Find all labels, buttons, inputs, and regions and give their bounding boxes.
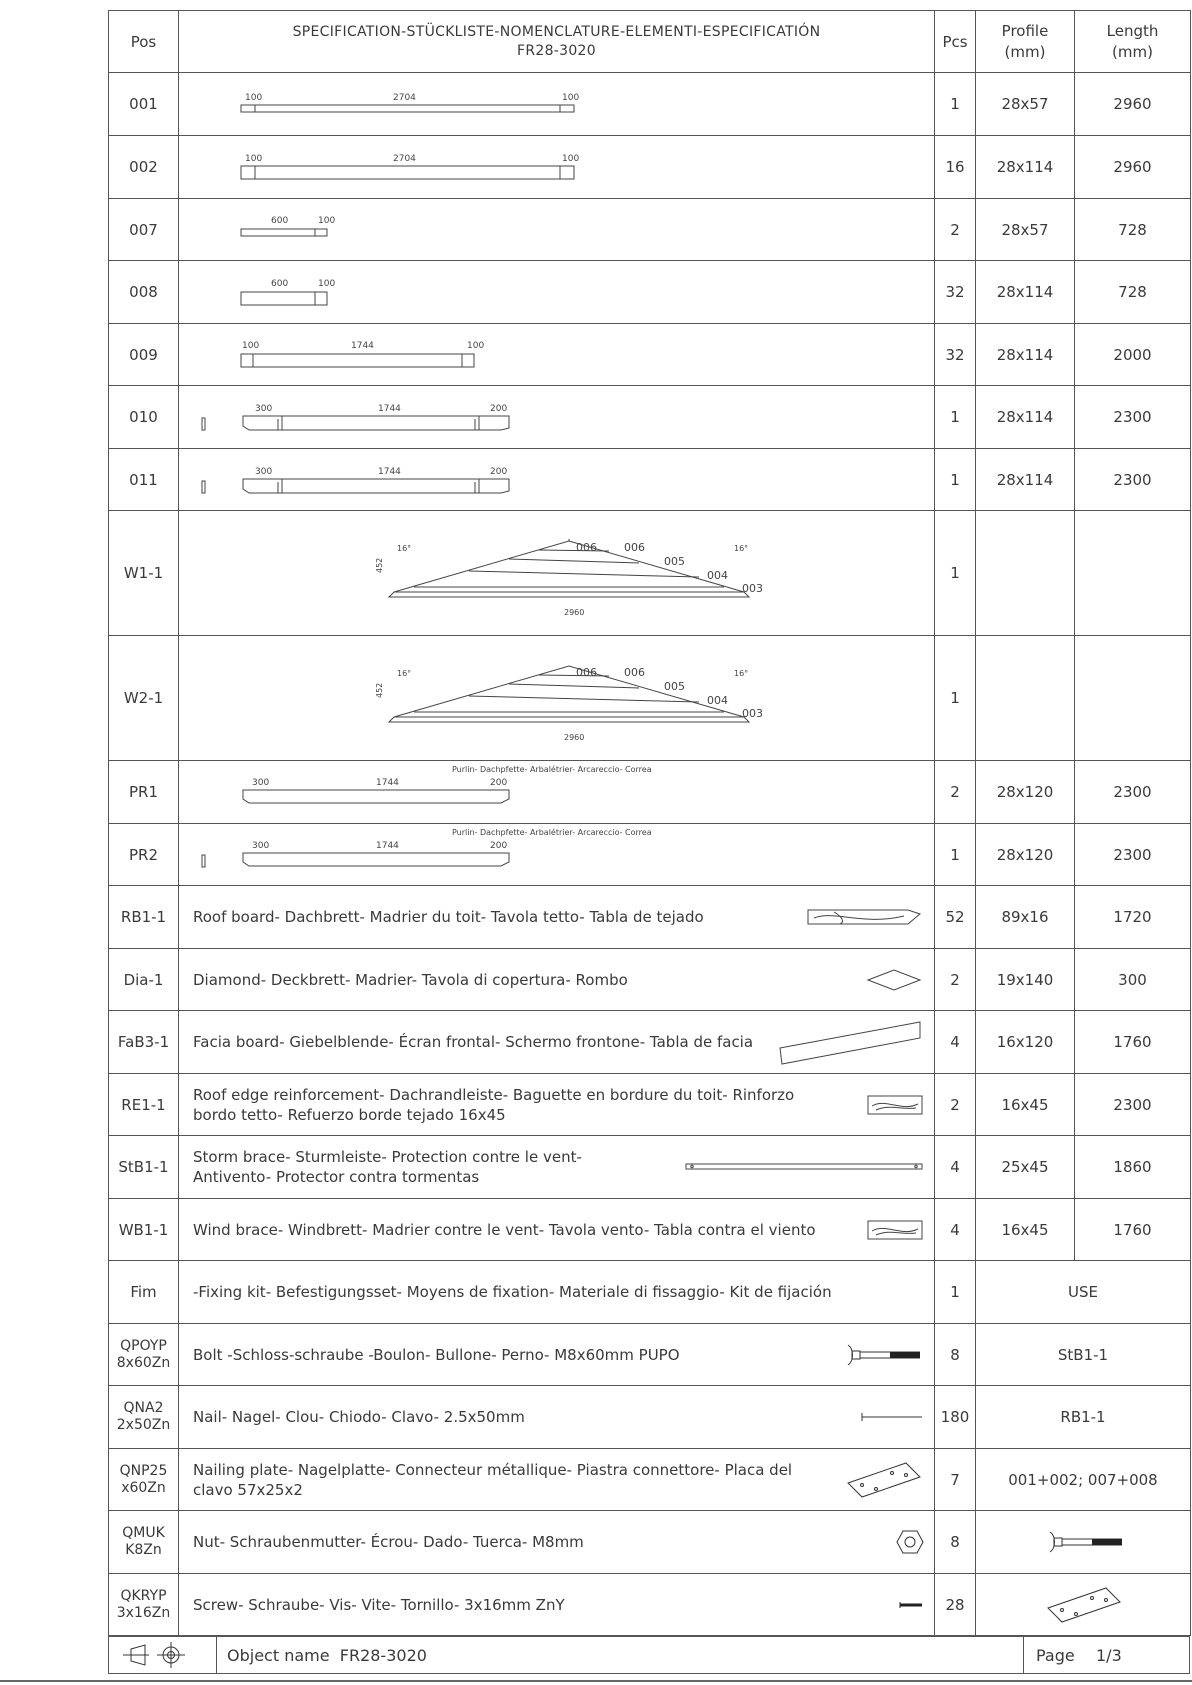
table-row: [109, 1449, 1191, 1511]
truss-drawing-cell: [179, 636, 935, 761]
table-row: [109, 1136, 1191, 1199]
profile-cell: 28x114: [976, 386, 1075, 449]
title-block: [108, 1636, 1190, 1674]
dim-label: 300: [255, 404, 273, 414]
pcs-cell: 1: [935, 511, 976, 636]
dim-label: 100: [467, 341, 485, 351]
angle-label: 16°: [397, 544, 412, 553]
part-drawing-cell: [179, 261, 935, 324]
profile-cell: 28x120: [976, 761, 1075, 824]
part-drawing-cell: [179, 449, 935, 511]
pcs-cell: 7: [935, 1449, 976, 1511]
pos-cell: [109, 1574, 179, 1636]
pcs-cell: 2: [935, 1074, 976, 1136]
profile-cell: 28x114: [976, 449, 1075, 511]
purlin-caption: Purlin- Dachpfette- Arbalétrier- Arcareccio- Correa: [452, 765, 652, 774]
dim-label: 100: [242, 341, 260, 351]
pos-cell: [109, 1324, 179, 1386]
dim-label: 100: [562, 154, 580, 164]
pcs-cell: 32: [935, 324, 976, 386]
pos-code: QNP25: [119, 1462, 168, 1479]
pcs-cell: 2: [935, 761, 976, 824]
description-text: Nail- Nagel- Clou- Chiodo- Clavo- 2.5x50mm: [193, 1408, 525, 1426]
length-cell: 2300: [1075, 824, 1191, 886]
dim-label: 600: [271, 216, 289, 226]
short-board-drawing: [179, 261, 935, 324]
wood-end-grain-icon: [866, 1094, 924, 1116]
facia-board-icon: [778, 1018, 924, 1066]
pcs-cell: 1: [935, 824, 976, 886]
angled-board-drawing: [179, 386, 935, 449]
profile-header: [976, 11, 1075, 73]
part-label: 006: [576, 541, 597, 554]
truss-drawing: [179, 636, 935, 761]
table-row: [109, 1386, 1191, 1449]
nailing-plate-icon: [1044, 1584, 1124, 1626]
purlin-drawing-cell: [179, 824, 935, 886]
pos-size: 2x50Zn: [116, 1417, 171, 1433]
pcs-cell: 4: [935, 1136, 976, 1199]
use-cell: 001+002; 007+008: [976, 1449, 1191, 1511]
table-row: [109, 1011, 1191, 1074]
title-line-2: FR28-3020: [517, 42, 596, 59]
nailing-plate-icon: [844, 1459, 924, 1501]
length-cell: 1760: [1075, 1199, 1191, 1261]
description-cell: [179, 1074, 935, 1136]
pos-cell: 002: [109, 136, 179, 199]
profile-cell: 28x114: [976, 261, 1075, 324]
pos-cell: PR1: [109, 761, 179, 824]
dim-label: 300: [252, 778, 270, 788]
pos-code: QMUK: [122, 1525, 165, 1541]
screw-icon: [898, 1601, 924, 1609]
dim-label: 200: [490, 404, 508, 414]
use-cell: [976, 1574, 1191, 1636]
table-row: [109, 449, 1191, 511]
object-name-label: Object name: [227, 1646, 330, 1665]
description-text: Facia board- Giebelblende- Écran frontal- Schermo frontone- Tabla de facia: [193, 1033, 754, 1051]
pcs-cell: 180: [935, 1386, 976, 1449]
pos-cell: [109, 1449, 179, 1511]
pcs-cell: 1: [935, 73, 976, 136]
use-cell: [976, 1511, 1191, 1574]
description-cell: [179, 1449, 935, 1511]
pos-cell: 010: [109, 386, 179, 449]
length-cell: 728: [1075, 199, 1191, 261]
pcs-cell: 1: [935, 1261, 976, 1324]
table-row: [109, 761, 1191, 824]
truss-drawing: [179, 511, 935, 636]
long-board-drawing: [179, 73, 935, 136]
length-cell: 2960: [1075, 136, 1191, 199]
dim-label: 100: [318, 279, 336, 289]
part-label: 004: [707, 569, 728, 582]
pos-code: QNA2: [123, 1400, 164, 1416]
pos-cell: 001: [109, 73, 179, 136]
page-label: Page: [1036, 1646, 1075, 1665]
profile-header-label: Profile: [1001, 21, 1049, 40]
pos-cell: 007: [109, 199, 179, 261]
table-row: [109, 261, 1191, 324]
description-cell: [179, 1261, 935, 1324]
description-cell: [179, 1511, 935, 1574]
purlin-drawing: [179, 824, 935, 886]
description-cell: [179, 1324, 935, 1386]
pos-cell: RB1-1: [109, 886, 179, 949]
title-line-1: SPECIFICATION-STÜCKLISTE-NOMENCLATURE-ELEMENTI-ESPECIFICATIÓN: [292, 23, 821, 40]
part-drawing-cell: [179, 324, 935, 386]
specification-table: [108, 10, 1191, 1636]
storm-brace-icon: [684, 1162, 924, 1172]
height-label: 452: [375, 557, 384, 573]
part-drawing-cell: [179, 73, 935, 136]
pos-code: QKRYP: [120, 1587, 167, 1604]
height-label: 452: [375, 682, 384, 698]
part-label: 005: [664, 555, 685, 568]
table-row: [109, 511, 1191, 636]
description-text: Diamond- Deckbrett- Madrier- Tavola di copertura- Rombo: [193, 970, 628, 989]
profile-cell: 28x114: [976, 136, 1075, 199]
description-cell: [179, 886, 935, 949]
description-text: Wind brace- Windbrett- Madrier contre le vent- Tavola vento- Tabla contra el viento: [193, 1220, 816, 1239]
pos-size: K8Zn: [125, 1542, 162, 1558]
length-cell: 2300: [1075, 761, 1191, 824]
length-cell: 1720: [1075, 886, 1191, 949]
part-label: 003: [742, 582, 763, 595]
dim-label: 300: [252, 841, 270, 851]
profile-cell: [976, 511, 1075, 636]
table-title: [179, 11, 935, 73]
width-label: 2960: [564, 733, 585, 742]
description-cell: [179, 1199, 935, 1261]
angle-label: 16°: [734, 669, 749, 678]
dim-label: 100: [562, 93, 580, 103]
dim-label: 100: [245, 93, 263, 103]
short-board-drawing: [179, 199, 935, 261]
table-row: [109, 324, 1191, 386]
description-cell: [179, 1136, 935, 1199]
table-row: [109, 824, 1191, 886]
length-cell: 1860: [1075, 1136, 1191, 1199]
pcs-cell: 8: [935, 1511, 976, 1574]
truss-drawing-cell: [179, 511, 935, 636]
nail-icon: [860, 1412, 924, 1422]
dim-label: 200: [490, 467, 508, 477]
length-cell: 1760: [1075, 1011, 1191, 1074]
pcs-cell: 2: [935, 199, 976, 261]
length-cell: 2960: [1075, 73, 1191, 136]
part-drawing-cell: [179, 136, 935, 199]
length-cell: [1075, 511, 1191, 636]
description-cell: [179, 949, 935, 1011]
pcs-cell: 32: [935, 261, 976, 324]
part-label: 006: [576, 666, 597, 679]
pcs-cell: 1: [935, 386, 976, 449]
table-header-row: [109, 11, 1191, 73]
use-cell: StB1-1: [976, 1324, 1191, 1386]
table-row: [109, 136, 1191, 199]
specification-sheet: [108, 10, 1190, 1636]
pos-size: 8x60Zn: [116, 1354, 171, 1371]
dim-label: 100: [318, 216, 336, 226]
length-header-unit: (mm): [1112, 42, 1153, 61]
pos-cell: StB1-1: [109, 1136, 179, 1199]
dim-label: 1744: [378, 467, 401, 477]
part-label: 003: [742, 707, 763, 720]
dim-label: 1744: [378, 404, 401, 414]
pos-cell: WB1-1: [109, 1199, 179, 1261]
description-text: Roof board- Dachbrett- Madrier du toit- Tavola tetto- Tabla de tejado: [193, 908, 704, 926]
table-row: [109, 1324, 1191, 1386]
profile-cell: 28x120: [976, 824, 1075, 886]
dim-label: 1744: [351, 341, 374, 351]
part-label: 005: [664, 680, 685, 693]
purlin-drawing-cell: [179, 761, 935, 824]
diamond-icon: [864, 968, 924, 992]
description-text: Nailing plate- Nagelplatte- Connecteur métallique- Piastra connettore- Placa del clavo 57x25x2: [193, 1460, 793, 1499]
description-text: Roof edge reinforcement- Dachrandleiste- Baguette en bordure du toit- Rinforzo bordo tetto- Refuerzo borde tejado 16x45: [193, 1085, 795, 1124]
part-label: 006: [624, 541, 645, 554]
length-cell: 300: [1075, 949, 1191, 1011]
part-drawing-cell: [179, 199, 935, 261]
table-row: [109, 386, 1191, 449]
purlin-caption: Purlin- Dachpfette- Arbalétrier- Arcareccio- Correa: [452, 828, 652, 837]
pos-cell: Dia-1: [109, 949, 179, 1011]
profile-cell: 25x45: [976, 1136, 1075, 1199]
purlin-drawing: [179, 761, 935, 824]
table-row: [109, 636, 1191, 761]
length-cell: 2300: [1075, 449, 1191, 511]
pcs-cell: 28: [935, 1574, 976, 1636]
pos-cell: RE1-1: [109, 1074, 179, 1136]
description-text: Bolt -Schloss-schraube -Boulon- Bullone- Perno- M8x60mm PUPO: [193, 1345, 680, 1364]
length-header-label: Length: [1106, 21, 1159, 40]
dim-label: 2704: [393, 154, 416, 164]
profile-cell: 19x140: [976, 949, 1075, 1011]
pos-code: QPOYP: [120, 1337, 167, 1354]
pos-cell: W1-1: [109, 511, 179, 636]
table-row: [109, 1574, 1191, 1636]
description-cell: [179, 1011, 935, 1074]
dim-label: 600: [271, 279, 289, 289]
carriage-bolt-icon: [1046, 1530, 1126, 1554]
part-drawing-cell: [179, 386, 935, 449]
profile-cell: [976, 636, 1075, 761]
profile-cell: 28x57: [976, 199, 1075, 261]
description-cell: [179, 1574, 935, 1636]
profile-cell: 28x57: [976, 73, 1075, 136]
bottom-rule: [0, 1680, 1192, 1682]
dim-label: 2704: [393, 93, 416, 103]
hex-nut-icon: [896, 1529, 924, 1555]
part-label: 004: [707, 694, 728, 707]
table-row: [109, 1511, 1191, 1574]
pcs-cell: 52: [935, 886, 976, 949]
profile-cell: 28x114: [976, 324, 1075, 386]
pcs-cell: 1: [935, 636, 976, 761]
object-name: [227, 1646, 427, 1665]
length-cell: 2300: [1075, 1074, 1191, 1136]
dim-label: 100: [245, 154, 263, 164]
page-number: [1023, 1637, 1190, 1673]
table-row: [109, 949, 1191, 1011]
length-cell: 2000: [1075, 324, 1191, 386]
dim-label: 200: [490, 841, 508, 851]
width-label: 2960: [564, 608, 585, 617]
projection-symbol-icon: [109, 1637, 216, 1673]
pos-cell: Fim: [109, 1261, 179, 1324]
angle-label: 16°: [397, 669, 412, 678]
table-row: [109, 886, 1191, 949]
dim-label: 200: [490, 778, 508, 788]
angle-label: 16°: [734, 544, 749, 553]
table-row: [109, 1074, 1191, 1136]
use-cell: RB1-1: [976, 1386, 1191, 1449]
length-cell: 2300: [1075, 386, 1191, 449]
projection-symbol: [109, 1637, 217, 1673]
pos-header: Pos: [109, 11, 179, 73]
pcs-cell: 1: [935, 449, 976, 511]
profile-cell: 16x45: [976, 1074, 1075, 1136]
description-cell: [179, 1386, 935, 1449]
long-board-drawing: [179, 136, 935, 199]
carriage-bolt-icon: [844, 1343, 924, 1367]
profile-header-unit: (mm): [1004, 42, 1046, 61]
pcs-cell: 2: [935, 949, 976, 1011]
table-row: [109, 199, 1191, 261]
pos-cell: 011: [109, 449, 179, 511]
pos-cell: 008: [109, 261, 179, 324]
pcs-cell: 8: [935, 1324, 976, 1386]
pcs-cell: 4: [935, 1199, 976, 1261]
wood-end-grain-icon: [866, 1219, 924, 1241]
pos-cell: [109, 1511, 179, 1574]
length-cell: 728: [1075, 261, 1191, 324]
pos-cell: FaB3-1: [109, 1011, 179, 1074]
description-text: Nut- Schraubenmutter- Écrou- Dado- Tuerca- M8mm: [193, 1533, 584, 1551]
length-header: [1075, 11, 1191, 73]
profile-cell: 16x120: [976, 1011, 1075, 1074]
page-value: 1/3: [1096, 1646, 1122, 1665]
description-text: -Fixing kit- Befestigungsset- Moyens de fixation- Materiale di fissaggio- Kit de fijación: [193, 1283, 832, 1301]
pcs-cell: 16: [935, 136, 976, 199]
dim-label: 1744: [376, 778, 399, 788]
table-row: [109, 1199, 1191, 1261]
profile-cell: 89x16: [976, 886, 1075, 949]
dim-label: 300: [255, 467, 273, 477]
pos-cell: PR2: [109, 824, 179, 886]
table-row: [109, 73, 1191, 136]
length-cell: [1075, 636, 1191, 761]
object-name-value: FR28-3020: [339, 1646, 427, 1665]
use-cell: USE: [976, 1261, 1191, 1324]
description-text: Screw- Schraube- Vis- Vite- Tornillo- 3x16mm ZnY: [193, 1595, 565, 1614]
pcs-header: Pcs: [935, 11, 976, 73]
part-label: 006: [624, 666, 645, 679]
table-row: [109, 1261, 1191, 1324]
pos-cell: 009: [109, 324, 179, 386]
board-drawing: [179, 324, 935, 386]
pos-size: 3x16Zn: [116, 1604, 171, 1621]
dim-label: 1744: [376, 841, 399, 851]
pos-size: x60Zn: [121, 1479, 166, 1496]
roof-board-icon: [804, 904, 924, 930]
pcs-cell: 4: [935, 1011, 976, 1074]
profile-cell: 16x45: [976, 1199, 1075, 1261]
angled-board-drawing: [179, 449, 935, 511]
pos-cell: W2-1: [109, 636, 179, 761]
pos-cell: [109, 1386, 179, 1449]
description-text: Storm brace- Sturmleiste- Protection contre le vent- Antivento- Protector contra tormentas: [193, 1148, 582, 1186]
